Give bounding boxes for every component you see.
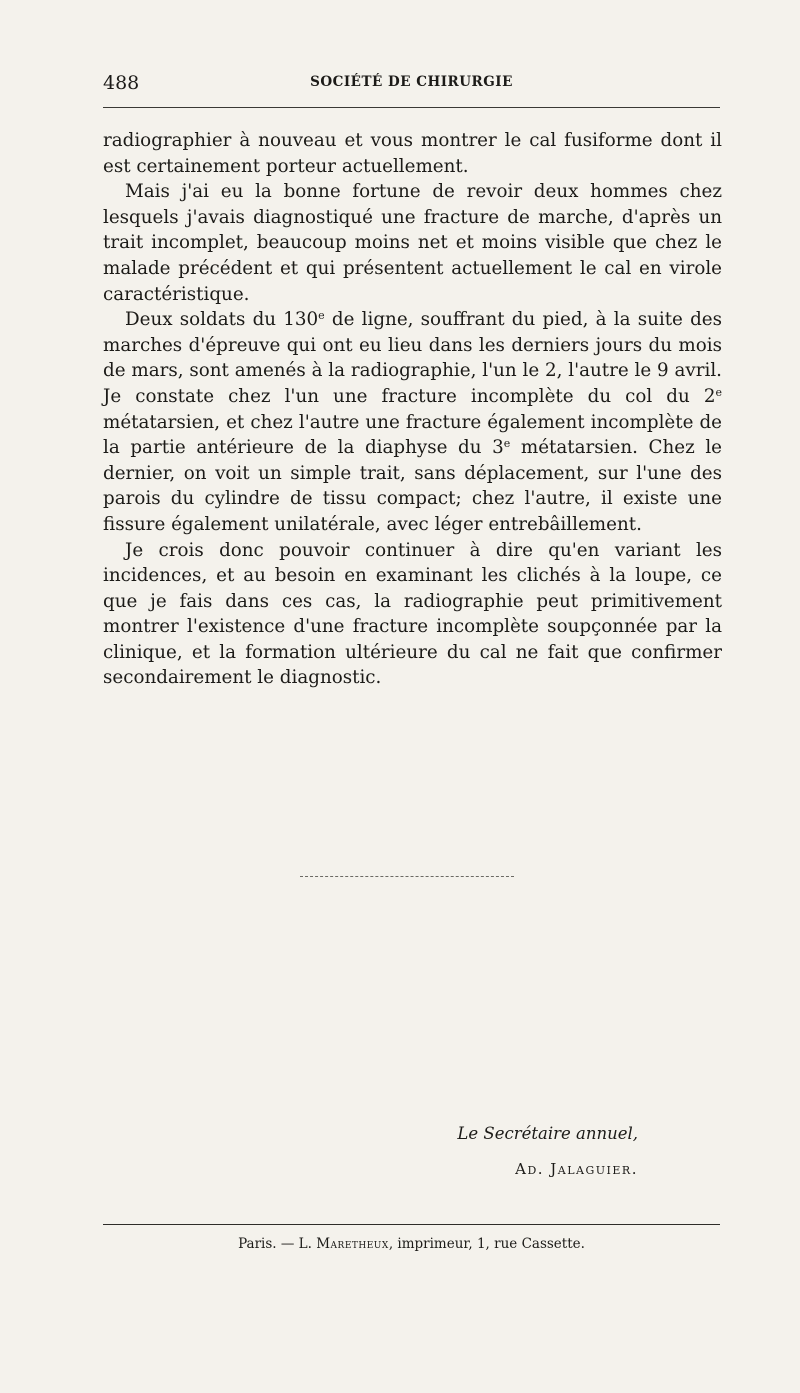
section-separator (300, 876, 514, 877)
signature-name: Ad. Jalaguier. (515, 1160, 638, 1178)
ordinal-superscript: e (715, 385, 722, 399)
paragraph-3-part-c: métatarsien, et chez l'autre une fracture également incomplète de la partie antérieure de la diaphyse du 3 (103, 411, 722, 459)
imprint-part-a: Paris. — L. (238, 1236, 317, 1252)
header-rule (103, 107, 720, 108)
signature-block (400, 1122, 638, 1178)
page-number: 488 (103, 72, 140, 94)
paragraph-3-part-b: de ligne, souffrant du pied, à la suite des marches d'épreuve qui ont eu lieu dans les derniers jours du mois de mars, sont amenés à la radiographie, l'un le 2, l'autre le 9 avril. Je constate chez l'un une fracture incomplète du col du 2 (103, 309, 722, 407)
paragraph-2: Mais j'ai eu la bonne fortune de revoir deux hommes chez lesquels j'avais diagnostiqué une fracture de marche, d'après un trait incomplet, beaucoup moins net et moins visible que chez le malade précédent et qui présentent actuellement le cal en virole caractéristique. (103, 181, 722, 305)
printer-imprint (103, 1236, 720, 1252)
footer-rule (103, 1224, 720, 1225)
paragraph-3 (103, 307, 722, 537)
body-text (103, 128, 722, 691)
ordinal-superscript: e (503, 437, 511, 451)
paragraph-3-part-a: Deux soldats du 130 (125, 309, 319, 331)
signature-title: Le Secrétaire annuel, (457, 1124, 638, 1143)
ordinal-superscript: e (318, 309, 325, 323)
paragraph-4: Je crois donc pouvoir continuer à dire qu'en variant les incidences, et au besoin en examinant les clichés à la loupe, ce que je fais dans ces cas, la radiographie peut primitivement montrer l'existence d'une fracture incomplète soupçonnée par la clinique, et la formation ultérieure du cal ne fait que confirmer secondairement le diagnostic. (103, 539, 722, 689)
page-header (103, 72, 720, 96)
paragraph-1: radiographier à nouveau et vous montrer le cal fusiforme dont il est certainement porteur actuellement. (103, 130, 722, 177)
imprint-printer-name: Maretheux (316, 1236, 389, 1252)
paragraph-3-part-d: métatarsien. Chez le dernier, on voit un simple trait, sans déplacement, sur l'une des parois du cylindre de tissu compact; chez l'autre, il existe une fissure également unilatérale, avec léger entrebâillement. (103, 437, 722, 535)
imprint-part-b: , imprimeur, 1, rue Cassette. (388, 1236, 585, 1252)
running-title: SOCIÉTÉ DE CHIRURGIE (310, 74, 513, 90)
